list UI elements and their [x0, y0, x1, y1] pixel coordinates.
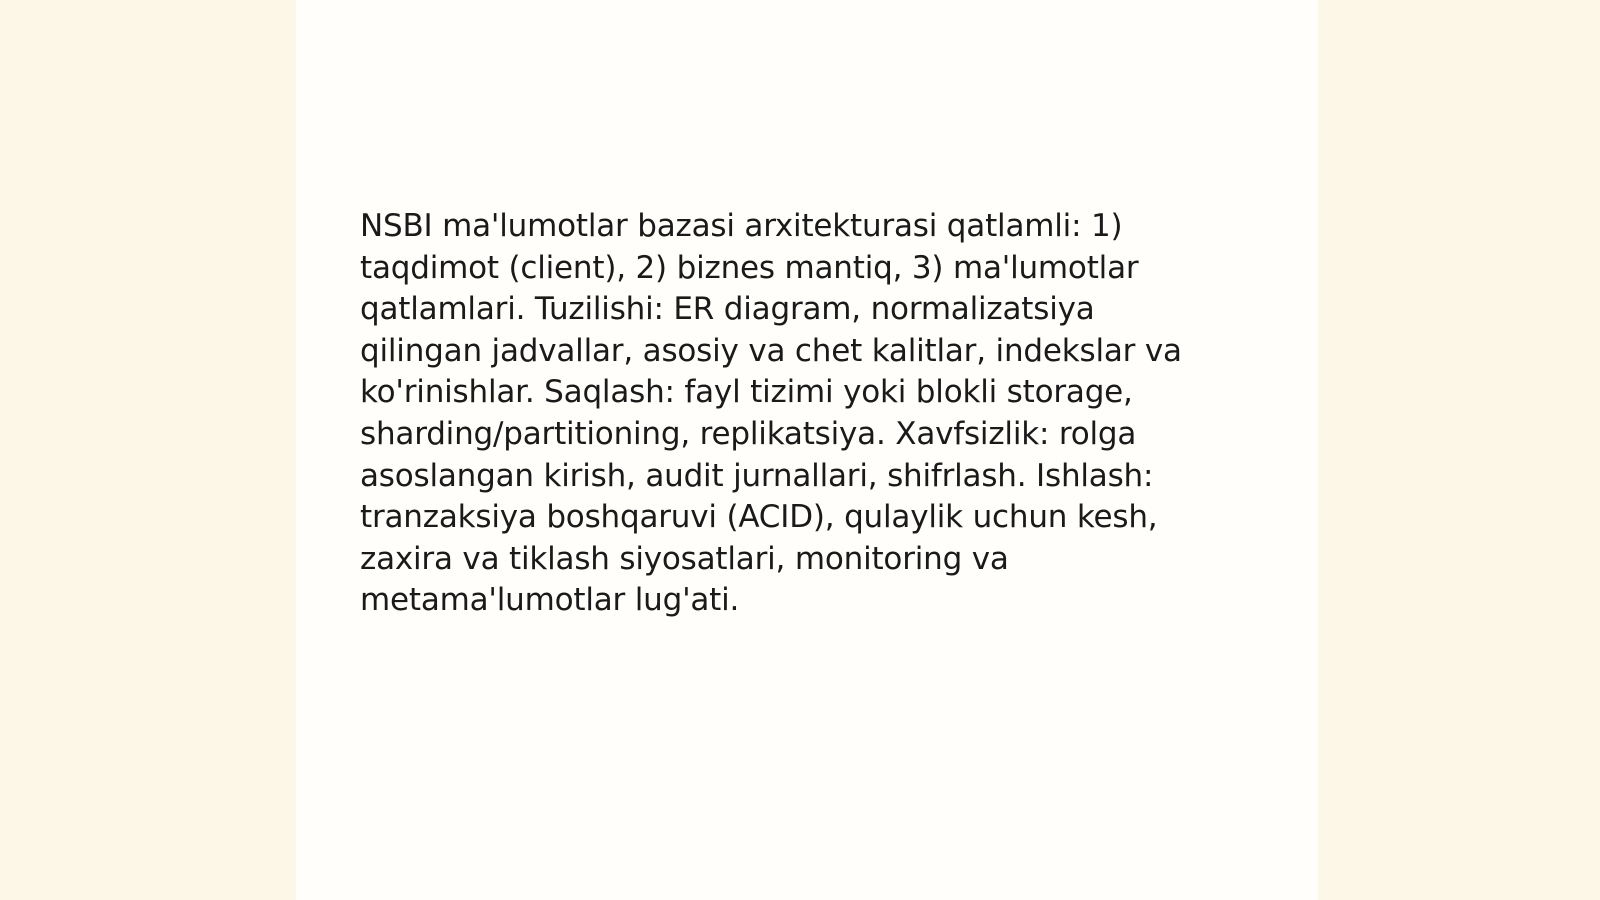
body-paragraph: NSBI ma'lumotlar bazasi arxitekturasi qatlamli: 1) taqdimot (client), 2) biznes mantiq, 3) ma'lumotlar qatlamlari. Tuzilishi: ER diagram, normalizatsiya qilingan jadvallar, asosiy va chet kalitlar, indekslar va ko'rinishlar. Saqlash: fayl tizimi yoki blokli storage, sharding/partitioning, replikatsiya. Xavfsizlik: rolga asoslangan kirish, audit jurnallari, shifrlash. Ishlash: tranzaksiya boshqaruvi (ACID), qulaylik uchun kesh, zaxira va tiklash siyosatlari, monitoring va metama'lumotlar lug'ati.	[360, 208, 1182, 619]
document-page	[296, 0, 1318, 900]
